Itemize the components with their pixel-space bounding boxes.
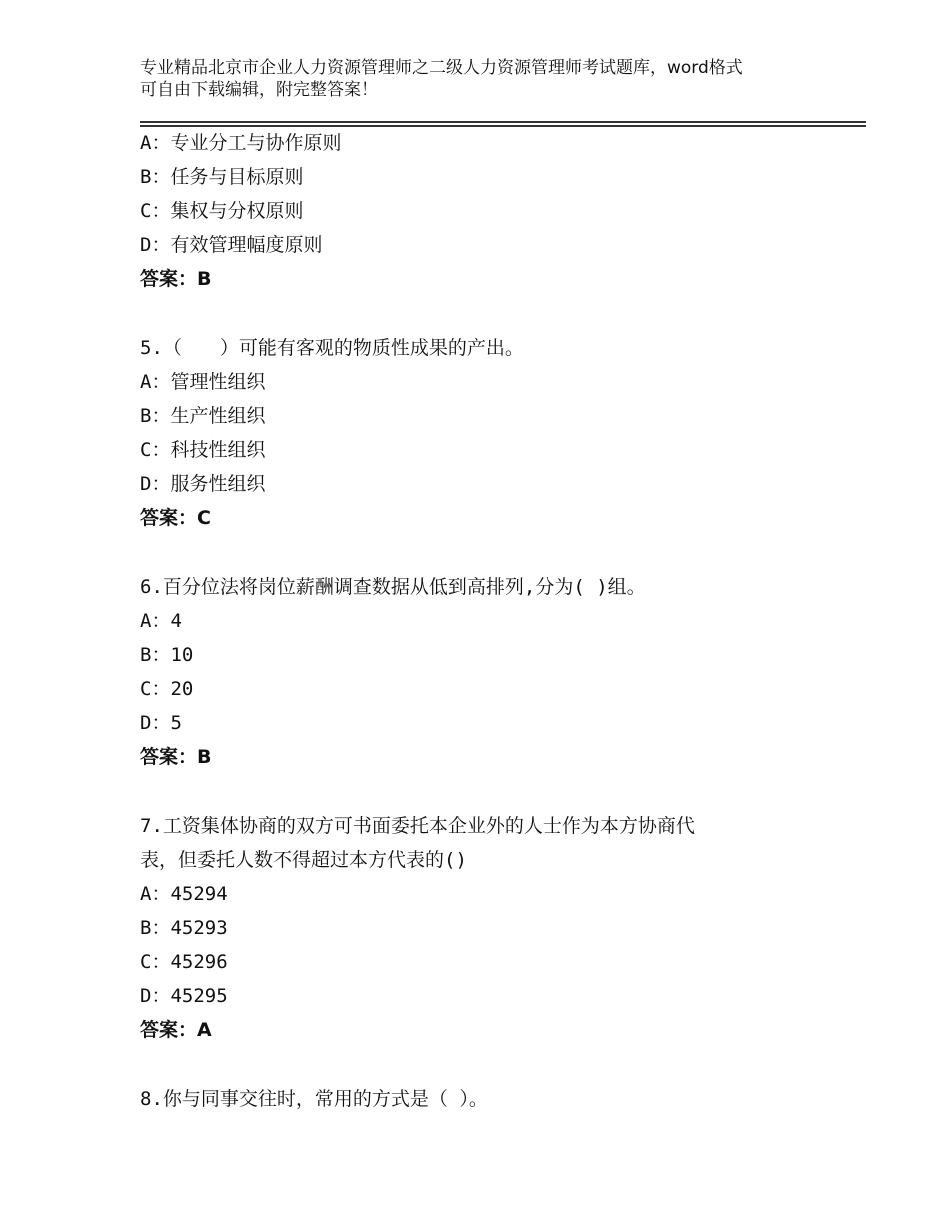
q7-answer: 答案：A: [140, 1019, 212, 1041]
q5-option-d: D：服务性组织: [140, 473, 266, 495]
q6-option-a: A：4: [140, 610, 182, 632]
header-rule-top: [140, 121, 866, 123]
q5-option-a: A：管理性组织: [140, 371, 266, 393]
q4-option-b: B：任务与目标原则: [140, 166, 304, 188]
q6-question: 6.百分位法将岗位薪酬调查数据从低到高排列,分为( )组。: [140, 576, 646, 598]
q4-option-c: C：集权与分权原则: [140, 200, 304, 222]
header-rule-bottom: [140, 125, 866, 127]
q4-option-d: D：有效管理幅度原则: [140, 234, 323, 256]
q7-question-line-1: 7.工资集体协商的双方可书面委托本企业外的人士作为本方协商代: [140, 815, 695, 837]
q7-option-a: A：45294: [140, 883, 228, 905]
q4-option-a: A：专业分工与协作原则: [140, 132, 342, 154]
header-line-1: 专业精品北京市企业人力资源管理师之二级人力资源管理师考试题库，word格式: [140, 58, 743, 78]
q6-option-c: C：20: [140, 678, 194, 700]
q5-option-b: B：生产性组织: [140, 405, 266, 427]
header-line-2: 可自由下载编辑，附完整答案！: [140, 80, 378, 100]
q7-question-line-2: 表，但委托人数不得超过本方代表的(): [140, 849, 467, 871]
q5-answer: 答案：C: [140, 507, 211, 529]
q6-option-b: B：10: [140, 644, 194, 666]
q7-option-c: C：45296: [140, 951, 228, 973]
document-header: [140, 57, 820, 101]
q4-answer: 答案：B: [140, 268, 212, 290]
q5-question: 5.（ ）可能有客观的物质性成果的产出。: [140, 337, 524, 359]
q7-option-b: B：45293: [140, 917, 228, 939]
q7-option-d: D：45295: [140, 985, 228, 1007]
q6-answer: 答案：B: [140, 746, 212, 768]
q6-option-d: D：5: [140, 712, 182, 734]
q5-option-c: C：科技性组织: [140, 439, 266, 461]
q8-question: 8.你与同事交往时，常用的方式是（ ）。: [140, 1088, 488, 1110]
